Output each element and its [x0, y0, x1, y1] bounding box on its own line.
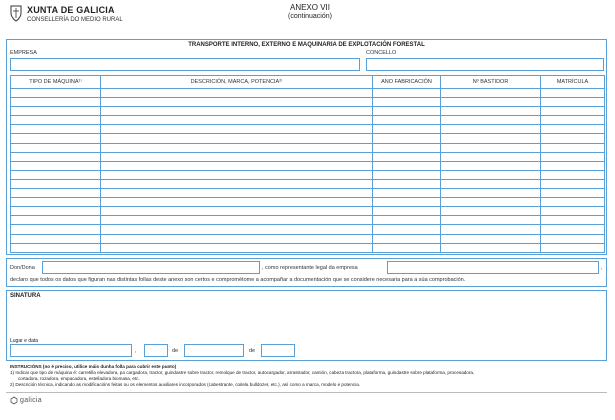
table-row [11, 216, 605, 225]
de-text-2: de [249, 348, 256, 354]
machine-type-cell[interactable] [11, 107, 101, 116]
plate-cell[interactable] [541, 98, 605, 107]
declaration-text: declaro que todos os datos que figuran nas distintas follas deste anexo son certos e comprométome a acompañar a documentación que se considere necesaria para a súa comprobación. [10, 277, 466, 283]
col-plate: MATRÍCULA [541, 76, 605, 89]
annex-subtitle: (continuación) [288, 13, 332, 20]
plate-cell[interactable] [541, 143, 605, 152]
description-cell[interactable] [101, 225, 373, 234]
place-date-label: Lugar e data [10, 338, 39, 344]
chassis-cell[interactable] [441, 98, 541, 107]
chassis-cell[interactable] [441, 216, 541, 225]
instructions-title: INSTRUCIÓNS (no é preciso, utilice máis dunha folla para cubrir este punto) [10, 364, 177, 369]
plate-cell[interactable] [541, 116, 605, 125]
description-cell[interactable] [101, 170, 373, 179]
machine-type-cell[interactable] [11, 179, 101, 188]
plate-cell[interactable] [541, 152, 605, 161]
plate-cell[interactable] [541, 170, 605, 179]
table-row [11, 107, 605, 116]
plate-cell[interactable] [541, 189, 605, 198]
machine-type-cell[interactable] [11, 161, 101, 170]
table-row [11, 89, 605, 98]
chassis-cell[interactable] [441, 198, 541, 207]
table-row [11, 198, 605, 207]
year-cell[interactable] [373, 189, 441, 198]
machine-type-cell[interactable] [11, 198, 101, 207]
year-cell[interactable] [373, 116, 441, 125]
col-year: ANO FABRICACIÓN [373, 76, 441, 89]
year-cell[interactable] [373, 225, 441, 234]
concello-input[interactable] [366, 58, 604, 71]
instructions-line-1: 1) Indicar que tipo de máquina é: carretilla elevadora, pa cargadora, tractor, guindastre sobre tractor, remolque de tractor, autocargador, arrastrador, camión, cabeza tractora, plataforma, guindastre sobre plataforma, procesadora, [10, 370, 475, 375]
table-row [11, 134, 605, 143]
year-cell[interactable] [373, 89, 441, 98]
machine-type-cell[interactable] [11, 170, 101, 179]
plate-cell[interactable] [541, 216, 605, 225]
machine-type-cell[interactable] [11, 216, 101, 225]
year-cell[interactable] [373, 143, 441, 152]
description-cell[interactable] [101, 179, 373, 188]
plate-cell[interactable] [541, 125, 605, 134]
chassis-cell[interactable] [441, 161, 541, 170]
chassis-cell[interactable] [441, 134, 541, 143]
description-cell[interactable] [101, 216, 373, 225]
table-row [11, 207, 605, 216]
table-row [11, 116, 605, 125]
description-cell[interactable] [101, 198, 373, 207]
year-cell[interactable] [373, 198, 441, 207]
plate-cell[interactable] [541, 198, 605, 207]
table-row [11, 243, 605, 252]
empresa-label: EMPRESA [10, 50, 37, 56]
machine-type-cell[interactable] [11, 243, 101, 252]
don-label: Don/Dona [10, 265, 35, 271]
description-cell[interactable] [101, 189, 373, 198]
year-cell[interactable] [373, 216, 441, 225]
plate-cell[interactable] [541, 243, 605, 252]
plate-cell[interactable] [541, 107, 605, 116]
machine-type-cell[interactable] [11, 143, 101, 152]
chassis-cell[interactable] [441, 207, 541, 216]
description-cell[interactable] [101, 207, 373, 216]
machine-type-cell[interactable] [11, 207, 101, 216]
year-cell[interactable] [373, 152, 441, 161]
year-input[interactable] [261, 344, 295, 357]
plate-cell[interactable] [541, 161, 605, 170]
table-row [11, 179, 605, 188]
table-row [11, 225, 605, 234]
year-cell[interactable] [373, 179, 441, 188]
chassis-cell[interactable] [441, 170, 541, 179]
description-cell[interactable] [101, 161, 373, 170]
como-text: , como representante legal da empresa [262, 265, 358, 271]
chassis-cell[interactable] [441, 189, 541, 198]
dept-name: CONSELLERÍA DO MEDIO RURAL [27, 17, 123, 23]
footer-divider [6, 392, 607, 393]
table-row [11, 170, 605, 179]
year-cell[interactable] [373, 207, 441, 216]
representante-empresa-input[interactable] [387, 261, 599, 274]
machine-type-cell[interactable] [11, 234, 101, 243]
table-row [11, 125, 605, 134]
don-input[interactable] [42, 261, 260, 274]
signature-title: SINATURA [10, 293, 41, 299]
table-row [11, 98, 605, 107]
chassis-cell[interactable] [441, 143, 541, 152]
chassis-cell[interactable] [441, 89, 541, 98]
year-cell[interactable] [373, 234, 441, 243]
machine-type-cell[interactable] [11, 98, 101, 107]
machine-table [10, 75, 605, 253]
chassis-cell[interactable] [441, 179, 541, 188]
year-cell[interactable] [373, 134, 441, 143]
description-cell[interactable] [101, 234, 373, 243]
year-cell[interactable] [373, 243, 441, 252]
chassis-cell[interactable] [441, 125, 541, 134]
table-header-row [11, 76, 605, 89]
col-description: DESCRICIÓN, MARCA, POTENCIA²⁾ [101, 76, 373, 89]
description-cell[interactable] [101, 107, 373, 116]
chassis-cell[interactable] [441, 234, 541, 243]
footer-logo-text: galicia [20, 397, 42, 404]
plate-cell[interactable] [541, 134, 605, 143]
place-input[interactable] [10, 344, 132, 357]
table-row [11, 161, 605, 170]
instructions-line-1b: cortadora, rozadora, empacadora, estelladora biomasa, etc. [18, 376, 140, 381]
plate-cell[interactable] [541, 207, 605, 216]
chassis-cell[interactable] [441, 116, 541, 125]
machine-type-cell[interactable] [11, 89, 101, 98]
description-cell[interactable] [101, 89, 373, 98]
plate-cell[interactable] [541, 179, 605, 188]
description-cell[interactable] [101, 116, 373, 125]
year-cell[interactable] [373, 98, 441, 107]
year-cell[interactable] [373, 107, 441, 116]
place-date-comma: , [135, 348, 137, 354]
plate-cell[interactable] [541, 89, 605, 98]
xunta-logo-icon [9, 5, 23, 23]
description-cell[interactable] [101, 134, 373, 143]
day-input[interactable] [144, 344, 168, 357]
annex-title: ANEXO VII [289, 3, 330, 12]
machine-type-cell[interactable] [11, 189, 101, 198]
machine-type-cell[interactable] [11, 152, 101, 161]
description-cell[interactable] [101, 152, 373, 161]
de-text-1: de [172, 348, 179, 354]
table-row [11, 234, 605, 243]
col-machine-type: TIPO DE MÁQUINA¹⁾ [11, 76, 101, 89]
chassis-cell[interactable] [441, 243, 541, 252]
chassis-cell[interactable] [441, 107, 541, 116]
table-row [11, 189, 605, 198]
machine-type-cell[interactable] [11, 134, 101, 143]
section-title: TRANSPORTE INTERNO, EXTERNO E MAQUINARIA DE EXPLOTACIÓN FORESTAL [188, 42, 425, 48]
year-cell[interactable] [373, 125, 441, 134]
description-cell[interactable] [101, 243, 373, 252]
table-row [11, 143, 605, 152]
month-input[interactable] [184, 344, 244, 357]
description-cell[interactable] [101, 98, 373, 107]
chassis-cell[interactable] [441, 225, 541, 234]
declaration-comma: , [601, 265, 603, 271]
description-cell[interactable] [101, 125, 373, 134]
instructions-line-2: 2) Descrición técnica, indicando as modificacións feitas ou os elementos auxiliares incorporados (cabestrante, coitela bulldozer, etc.), así como a marca, modelo e potencia. [10, 382, 361, 387]
year-cell[interactable] [373, 161, 441, 170]
plate-cell[interactable] [541, 225, 605, 234]
year-cell[interactable] [373, 170, 441, 179]
col-chassis: Nº BASTIDOR [441, 76, 541, 89]
machine-type-cell[interactable] [11, 125, 101, 134]
galicia-logo-icon [10, 396, 18, 405]
chassis-cell[interactable] [441, 152, 541, 161]
machine-type-cell[interactable] [11, 116, 101, 125]
empresa-input[interactable] [10, 58, 360, 71]
org-name: XUNTA DE GALICIA [27, 5, 115, 15]
concello-label: CONCELLO [366, 50, 397, 56]
machine-type-cell[interactable] [11, 225, 101, 234]
table-row [11, 152, 605, 161]
description-cell[interactable] [101, 143, 373, 152]
plate-cell[interactable] [541, 234, 605, 243]
